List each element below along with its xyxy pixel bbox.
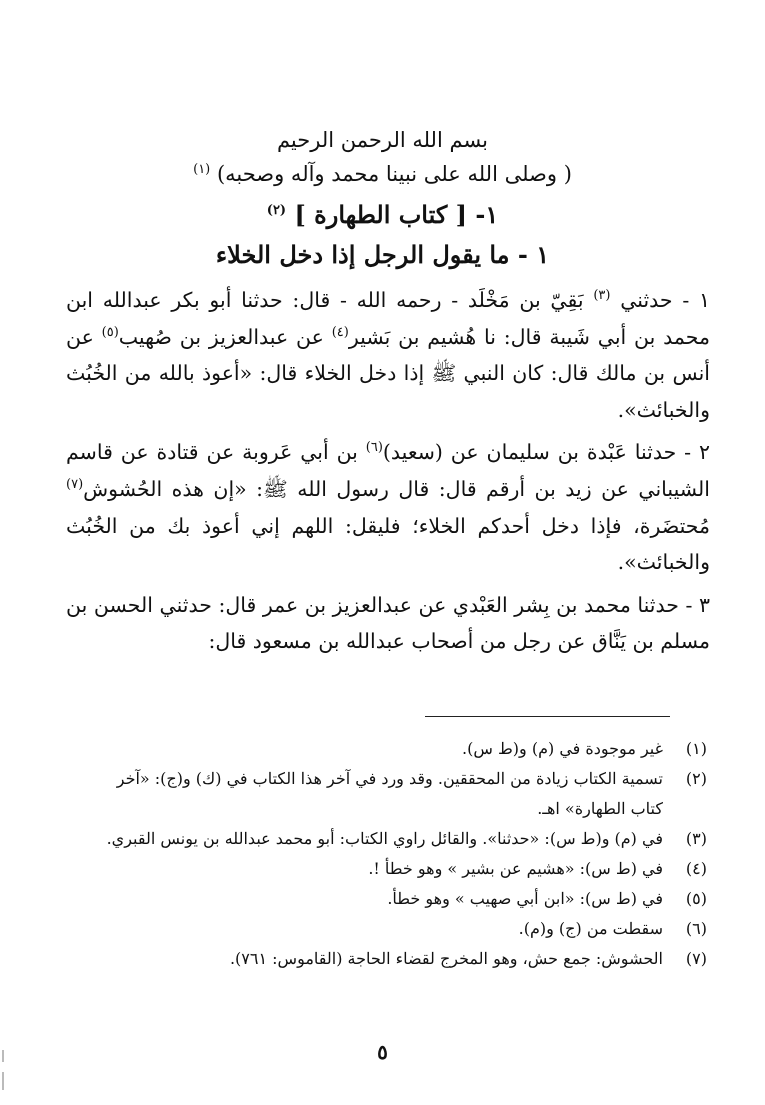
footnote-number: (٣): [685, 829, 707, 848]
footnote-number: (٢): [685, 769, 707, 788]
footnote-number: (٥): [685, 889, 707, 908]
book-title-line: [60, 200, 705, 229]
footnote-ref-4: (٤): [331, 324, 349, 340]
footnote-item: [92, 914, 707, 944]
footnote-text: غير موجودة في (م) و(ط س).: [462, 739, 663, 758]
hadith-paragraph-1: [66, 282, 710, 428]
footnote-item: [92, 854, 707, 884]
footnote-number: (٤): [685, 859, 707, 878]
footnote-item: [92, 734, 707, 764]
hadith-2-part-2: بن أبي عَروبة عن قتادة عن قاسم الشيباني عن زيد بن أرقم قال: قال رسول الله ﷺ: «إن هذه الحُشوش: [66, 440, 710, 501]
hadith-1-part-3: عن عبدالعزيز بن صُهيب: [118, 324, 324, 349]
hadith-paragraph-2: [66, 434, 710, 580]
footnote-number: (٧): [685, 949, 707, 968]
scan-edge-mark: [2, 1072, 4, 1090]
footnote-number: (١): [685, 739, 707, 758]
hadith-paragraph-3: [66, 587, 710, 660]
footnote-ref-7: (٧): [66, 477, 84, 493]
hadith-3-text: ٣ - حدثنا محمد بن بِشر العَبْدي عن عبدالعزيز بن عمر قال: حدثني الحسن بن مسلم بن يَنَّاق عن رجل من أصحاب عبدالله بن مسعود قال:: [66, 592, 710, 654]
footnote-text: في (م) و(ط س): «حدثنا». والقائل راوي الكتاب: أبو محمد عبدالله بن يونس القبري.: [106, 829, 663, 848]
hadith-2-part-3: مُحتضَرة، فإذا دخل أحدكم الخلاء؛ فليقل: اللهم إني أعوذ بك من الخُبُث والخبائث».: [66, 513, 710, 575]
scan-edge-mark: [2, 1050, 4, 1062]
footnote-ref-2: (٢): [266, 203, 287, 218]
footnote-divider: [425, 716, 670, 717]
footnotes: [92, 734, 707, 974]
footnote-text: تسمية الكتاب زيادة من المحققين. وقد ورد في آخر هذا الكتاب في (ك) و(ج): «آخر كتاب الطهارة» اهـ.: [116, 769, 663, 818]
footnote-text: في (ط س): «هشيم عن بشير » وهو خطأ !.: [368, 859, 663, 878]
hadith-1-part-4: عن أنس بن مالك قال: كان النبي ﷺ إذا دخل الخلاء قال: «أعوذ بالله من الخُبُث والخبائث».: [66, 324, 710, 422]
chapter-title: ١ - ما يقول الرجل إذا دخل الخلاء: [215, 240, 550, 269]
footnote-ref-3: (٣): [593, 288, 611, 304]
footnote-item: [92, 944, 707, 974]
footnote-number: (٦): [685, 919, 707, 938]
main-text: [66, 282, 710, 660]
footnote-ref-1: (١): [193, 162, 211, 177]
footnote-item: [92, 884, 707, 914]
footnote-ref-6: (٦): [365, 440, 383, 456]
footnote-ref-5: (٥): [101, 324, 119, 340]
hadith-1-part-2: بَقِيّ بن مَخْلَد - رحمه الله - قال: حدثنا أبو بكر عبدالله ابن محمد بن أبي شَيبة قال: نا هُشيم بن بَشير: [66, 288, 710, 349]
hadith-2-part-1: ٢ - حدثنا عَبْدة بن سليمان عن (سعيد): [382, 440, 710, 465]
hadith-1-part-1: ١ - حدثني: [620, 288, 710, 312]
footnote-item: [92, 824, 707, 854]
salutation-text: ( وصلى الله على نبينا محمد وآله وصحبه): [216, 162, 572, 186]
footnote-text: سقطت من (ج) و(م).: [518, 919, 663, 938]
footnote-text: في (ط س): «ابن أبي صهيب » وهو خطأ.: [387, 889, 663, 908]
footnote-item: [92, 764, 707, 824]
basmala: بسم الله الرحمن الرحيم: [276, 128, 489, 152]
footnote-text: الحشوش: جمع حش، وهو المخرج لقضاء الحاجة (القاموس: ٧٦١).: [229, 949, 663, 968]
salutation-line: [60, 162, 705, 186]
page-number: ٥: [377, 1040, 388, 1064]
book-title: ١- [ كتاب الطهارة ]: [294, 200, 499, 229]
